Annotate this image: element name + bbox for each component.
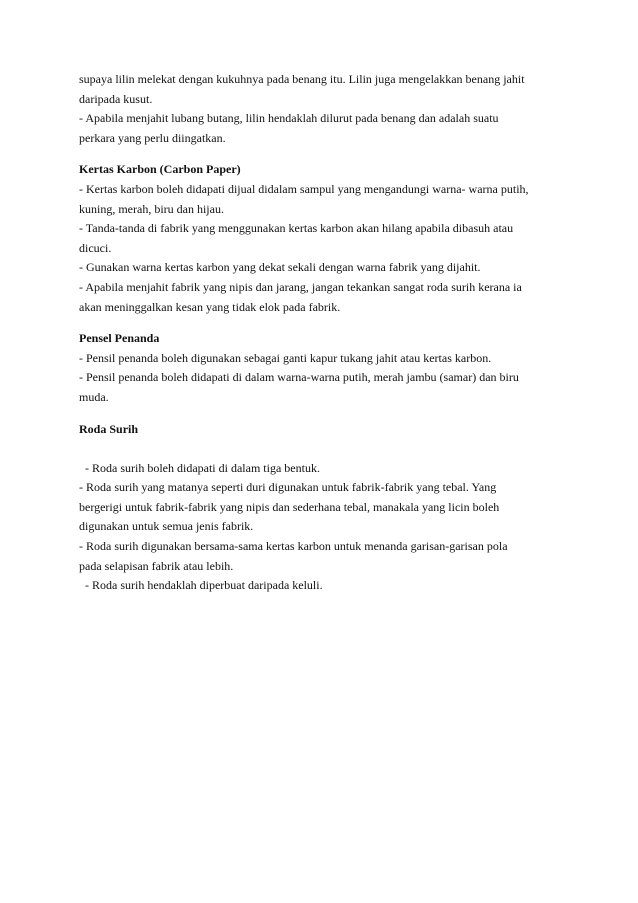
- section-line: - Tanda-tanda di fabrik yang menggunakan kertas karbon akan hilang apabila dibasuh atau: [79, 221, 514, 236]
- section-line: - Roda surih hendaklah diperbuat daripada keluli.: [85, 578, 323, 593]
- section-kertas-karbon: [79, 160, 561, 317]
- section-line: - Roda surih yang matanya seperti duri digunakan untuk fabrik-fabrik yang tebal. Yang: [79, 480, 497, 495]
- section-roda-surih: [79, 420, 561, 596]
- section-spacer: [79, 148, 561, 160]
- section-spacer: [79, 317, 561, 329]
- section-line: - Roda surih digunakan bersama-sama kertas karbon untuk menanda garisan-garisan pola: [79, 539, 508, 554]
- section-heading: Kertas Karbon (Carbon Paper): [79, 162, 241, 177]
- section-line: digunakan untuk semua jenis fabrik.: [79, 519, 254, 534]
- section-line: muda.: [79, 389, 109, 404]
- section-line: - Gunakan warna kertas karbon yang dekat sekali dengan warna fabrik yang dijahit.: [79, 260, 481, 275]
- section-line: kuning, merah, biru dan hijau.: [79, 201, 224, 216]
- section-line: bergerigi untuk fabrik-fabrik yang nipis dan sederhana tebal, manakala yang licin boleh: [79, 499, 500, 514]
- section-line: dicuci.: [79, 240, 112, 255]
- section-line: - Pensil penanda boleh digunakan sebagai ganti kapur tukang jahit atau kertas karbon.: [79, 350, 492, 365]
- section-line: - Pensil penanda boleh didapati di dalam warna-warna putih, merah jambu (samar) dan biru: [79, 370, 519, 385]
- intro-line: perkara yang perlu diingatkan.: [79, 130, 226, 145]
- intro-line: daripada kusut.: [79, 91, 153, 106]
- section-heading: Pensel Penanda: [79, 331, 160, 346]
- section-line: akan meninggalkan kesan yang tidak elok pada fabrik.: [79, 299, 341, 314]
- section-pensel-penanda: [79, 329, 561, 407]
- intro-line: - Apabila menjahit lubang butang, lilin hendaklah dilurut pada benang dan adalah suatu: [79, 111, 499, 126]
- section-line: - Apabila menjahit fabrik yang nipis dan jarang, jangan tekankan sangat roda surih kerana ia: [79, 279, 522, 294]
- section-line: - Roda surih boleh didapati di dalam tiga bentuk.: [85, 460, 320, 475]
- document-body: [79, 70, 561, 596]
- intro-paragraph: [79, 70, 561, 148]
- section-line: [79, 439, 561, 459]
- section-line: pada selapisan fabrik atau lebih.: [79, 558, 234, 573]
- section-spacer: [79, 408, 561, 420]
- section-heading: Roda Surih: [79, 421, 139, 436]
- section-line: - Kertas karbon boleh didapati dijual didalam sampul yang mengandungi warna- warna putih,: [79, 181, 529, 196]
- intro-line: supaya lilin melekat dengan kukuhnya pada benang itu. Lilin juga mengelakkan benang jahit: [79, 72, 525, 86]
